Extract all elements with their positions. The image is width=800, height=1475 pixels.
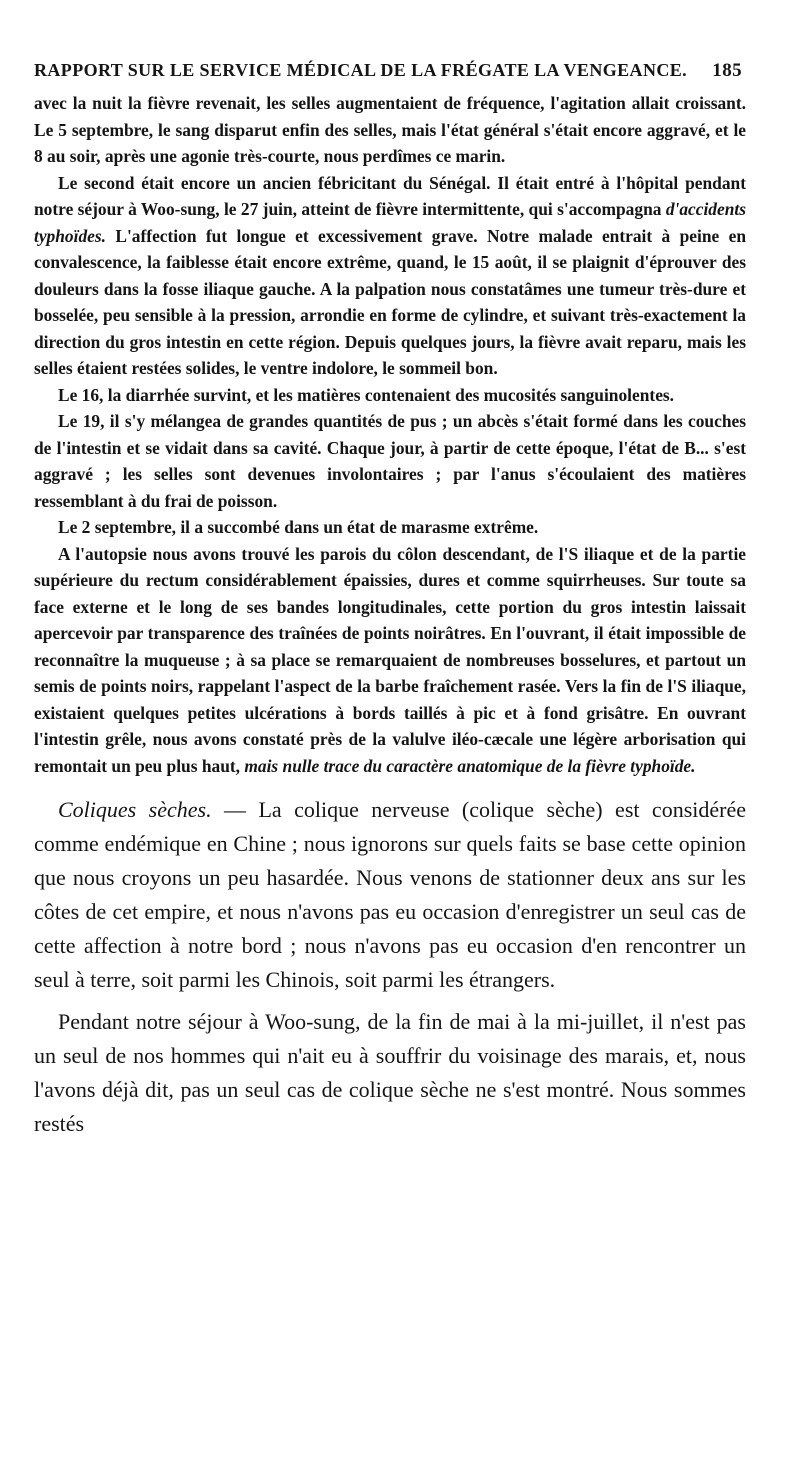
paragraph-6 xyxy=(34,541,746,780)
paragraph-1: avec la nuit la fièvre revenait, les selles augmentaient de fréquence, l'agitation allait croissant. Le 5 septembre, le sang disparut enfin des selles, mais l'état général s'était encore aggravé, et le 8 au soir, après une agonie très-courte, nous perdîmes ce marin. xyxy=(34,93,746,166)
paragraph-woo-sung: Pendant notre séjour à Woo-sung, de la fin de mai à la mi-juillet, il n'est pas un seul de nos hommes qui n'ait eu à souffrir du voisinage des marais, et, nous l'avons déjà dit, pas un seul cas de colique sèche ne s'est montré. Nous sommes restés xyxy=(34,1009,746,1136)
paragraph-4: Le 19, il s'y mélangea de grandes quantités de pus ; un abcès s'était formé dans les couches de l'intestin et se vidait dans sa cavité. Chaque jour, à partir de cette époque, l'état de B... s'est aggravé ; les selles sont devenues involontaires ; par l'anus s'écoulaient des matières ressemblant à du frai de poisson. xyxy=(34,411,746,511)
paragraph-2-text-b: L'affection fut longue et excessivement grave. Notre malade entrait à peine en convalescence, la faiblesse était encore extrême, quand, le 15 août, il se plaignit d'éprouver des douleurs dans la fosse iliaque gauche. A la palpation nous constatâmes une tumeur très-dure et bosselée, peu sensible à la pression, arrondie en forme de cylindre, et suivant très-exactement la direction du gros intestin en cette région. Depuis quelques jours, la fièvre avait reparu, mais les selles étaient restées solides, le ventre indolore, le sommeil bon. xyxy=(34,225,746,378)
paragraph-5: Le 2 septembre, il a succombé dans un état de marasme extrême. xyxy=(58,517,539,537)
paragraph-coliques xyxy=(34,793,746,997)
page-number: 185 xyxy=(712,60,742,81)
paragraph-2-text-a: Le second était encore un ancien fébricitant du Sénégal. Il était entré à l'hôpital pendant notre séjour à Woo-sung, le 27 juin, atteint de fièvre intermittente, qui s'accompagna xyxy=(34,172,746,219)
running-header xyxy=(34,60,742,82)
small-print-section xyxy=(34,90,746,779)
paragraph-2-emphasis: d'accidents typhoïdes. xyxy=(34,199,746,246)
paragraph-coliques-text: — La colique nerveuse (colique sèche) est considérée comme endémique en Chine ; nous ignorons sur quels faits se base cette opinion que nous croyons un peu hasardée. Nous venons de stationner deux ans sur les côtes de cet empire, et nous n'avons pas eu occasion d'enregistrer un seul cas de cette affection à notre bord ; nous n'avons pas eu occasion d'en rencontrer un seul à terre, soit parmi les Chinois, soit parmi les étrangers. xyxy=(34,797,746,992)
section-heading-coliques-seches: Coliques sèches. xyxy=(58,797,212,822)
running-title: RAPPORT SUR LE SERVICE MÉDICAL DE LA FRÉGATE LA VENGEANCE. xyxy=(34,60,688,80)
paragraph-3: Le 16, la diarrhée survint, et les matières contenaient des mucosités sanguinolentes. xyxy=(58,384,675,405)
paragraph-2 xyxy=(34,170,746,382)
large-print-section xyxy=(34,793,746,1141)
page-body xyxy=(34,90,746,1141)
paragraph-6-emphasis: mais nulle trace du caractère anatomique de la fièvre typhoïde. xyxy=(244,755,696,776)
paragraph-6-text: A l'autopsie nous avons trouvé les parois du côlon descendant, de l'S iliaque et de la partie supérieure du rectum considérablement épaissies, dures et comme squirrheuses. Sur toute sa face externe et le long de ses bandes longitudinales, cette portion du gros intestin laissait apercevoir par transparence des traînées de points noirâtres. En l'ouvrant, il était impossible de reconnaître la muqueuse ; à sa place se remarquaient de nombreuses bosselures, et partout un semis de points noirs, rappelant l'aspect de la barbe fraîchement rasée. Vers la fin de l'S iliaque, existaient quelques petites ulcérations à bords taillés à pic et à fond grisâtre. En ouvrant l'intestin grêle, nous avons constaté près de la valulve iléo-cæcale une légère arborisation qui remontait un peu plus haut, xyxy=(34,543,746,776)
